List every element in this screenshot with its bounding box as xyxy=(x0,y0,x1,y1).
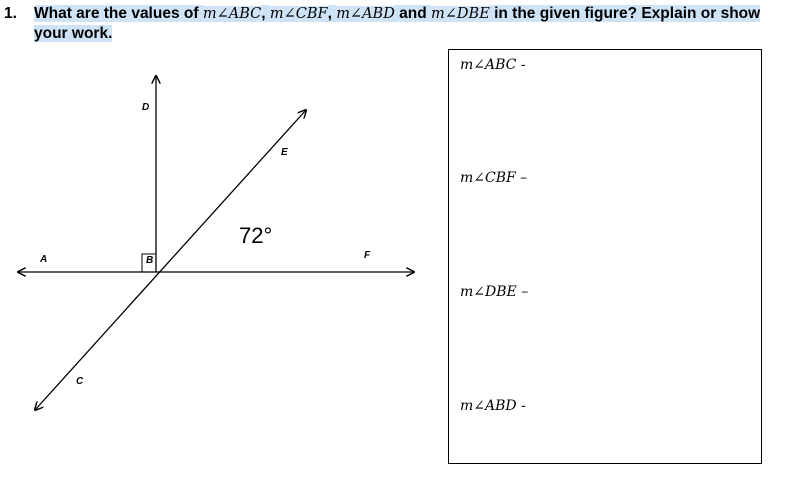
answer-abd: m∠ABD - xyxy=(460,398,526,414)
math-angle-cbf: m∠CBF xyxy=(269,6,328,22)
question-separator: , xyxy=(261,5,270,22)
answer-abc: m∠ABC - xyxy=(460,57,526,73)
question-separator: , xyxy=(327,5,337,22)
line-ce xyxy=(35,110,306,410)
math-angle-abc: m∠ABC xyxy=(202,6,262,22)
question-text xyxy=(34,4,774,43)
question-text-part: What are the values of xyxy=(34,5,203,22)
label-a: A xyxy=(40,254,48,265)
label-b: B xyxy=(146,255,154,266)
label-e: E xyxy=(281,147,288,158)
question-text-part: your work. xyxy=(34,25,113,42)
math-angle-abd: m∠ABD xyxy=(336,6,395,22)
label-c: C xyxy=(76,376,84,387)
geometry-figure xyxy=(0,56,440,426)
question-text-part: in the given figure? Explain or show xyxy=(489,5,761,22)
question-separator: and xyxy=(394,5,432,22)
math-angle-dbe: m∠DBE xyxy=(431,6,490,22)
answer-cbf: m∠CBF – xyxy=(460,170,528,186)
angle-ebf-label: 72° xyxy=(239,223,273,248)
answer-box xyxy=(448,49,762,464)
label-f: F xyxy=(364,250,371,261)
question-number: 1. xyxy=(4,5,17,22)
answer-dbe: m∠DBE – xyxy=(460,284,529,300)
label-d: D xyxy=(142,102,150,113)
